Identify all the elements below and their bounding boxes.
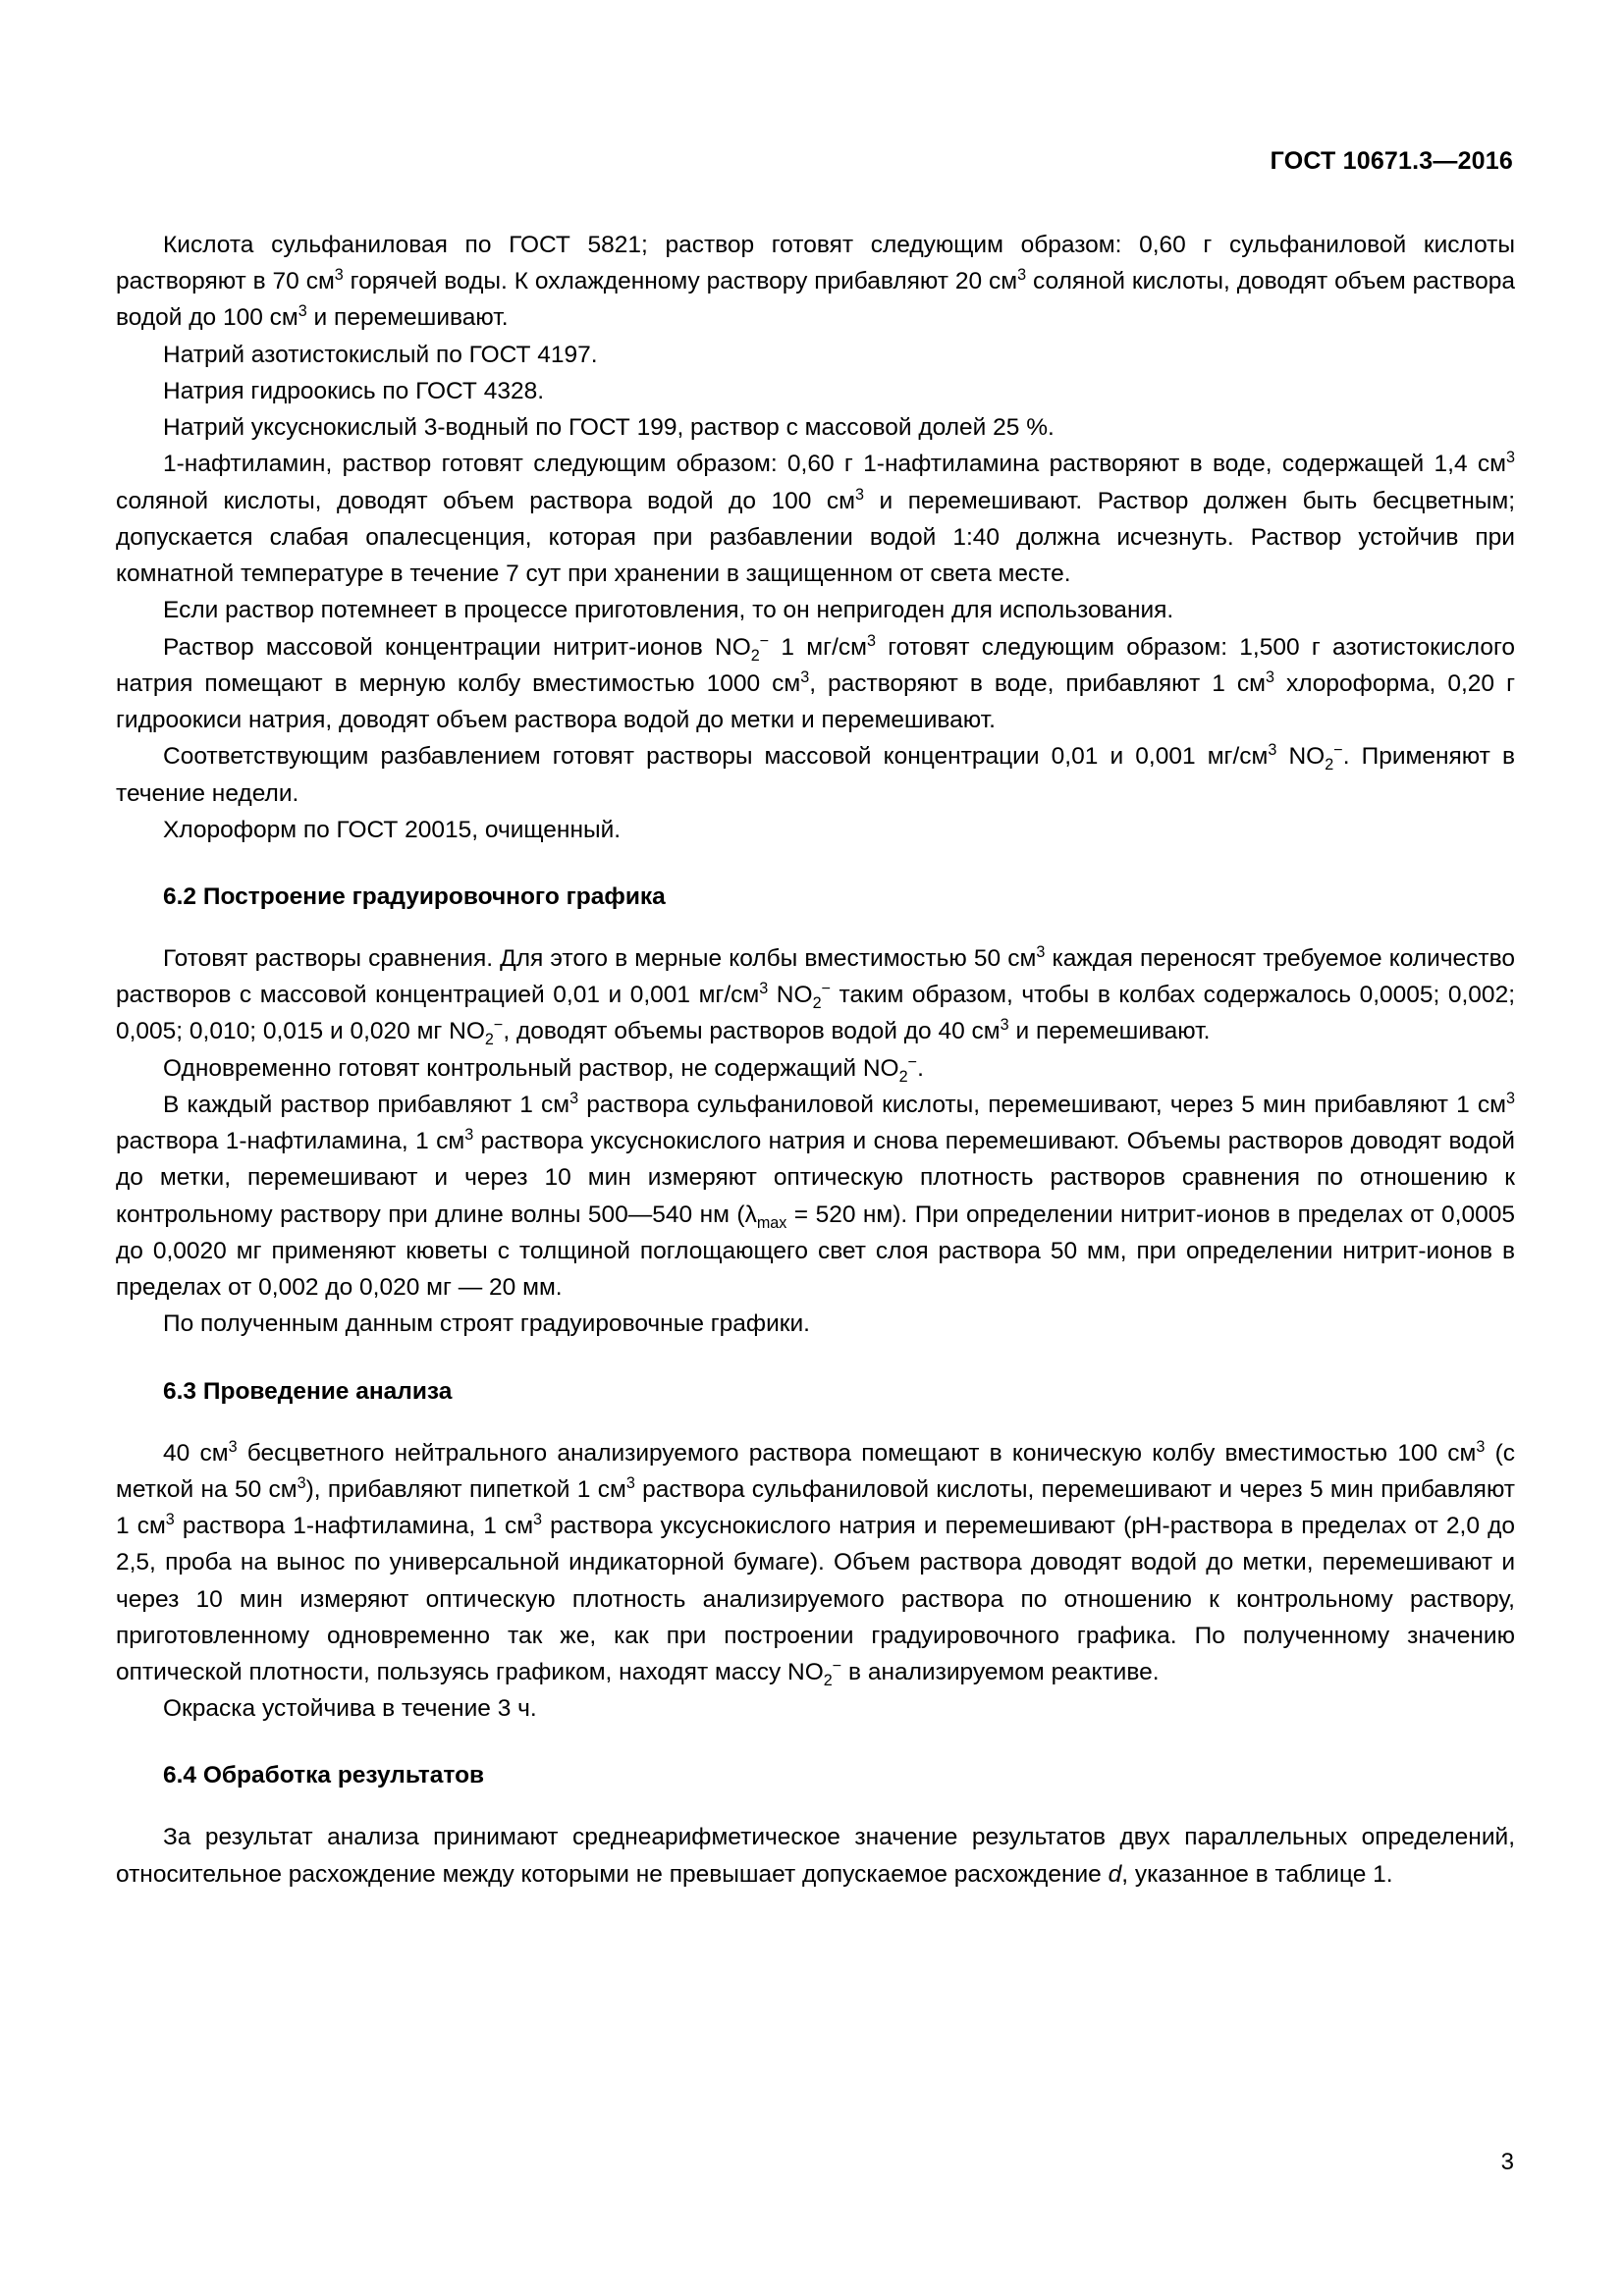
- text-run: готовят следующим образом: 1,500 г азотистокислого натрия помещают в мерную колбу вместимостью 1000 см: [116, 633, 1516, 697]
- paragraph-darkening-note: Если раствор потемнеет в процессе приготовления, то он непригоден для использования.: [163, 597, 1174, 624]
- no2-formula: [823, 1656, 842, 1689]
- subscript-two: 2: [898, 1067, 908, 1086]
- paragraph-63-2: Окраска устойчива в течение 3 ч.: [163, 1695, 537, 1723]
- text-run: , доводят объемы растворов водой до 40 см: [503, 1018, 1001, 1045]
- no2-formula: [484, 1016, 504, 1049]
- text-run: NO: [768, 982, 813, 1009]
- no2-formula: [898, 1052, 918, 1086]
- superscript-minus: −: [759, 631, 770, 650]
- paragraph-64-1: [116, 1819, 1515, 1892]
- page-number: 3: [1500, 2149, 1514, 2175]
- text-run: Кислота сульфаниловая по ГОСТ 5821; раствор готовят следующим образом: 0,60 г сульфаниловой кислоты растворяют в 70 см: [116, 232, 1515, 295]
- superscript-minus: −: [493, 1016, 504, 1035]
- paragraph-62-1: [116, 940, 1515, 1050]
- superscript-cube: 3: [855, 485, 864, 504]
- italic-variable-d: d: [1108, 1860, 1122, 1888]
- subscript-two: 2: [812, 994, 822, 1013]
- superscript-cube: 3: [533, 1510, 543, 1528]
- text-run: раствора сульфаниловой кислоты, перемешивают, через 5 мин прибавляют 1 см: [578, 1091, 1507, 1118]
- superscript-cube: 3: [866, 631, 876, 650]
- text-run: NO: [1276, 743, 1326, 771]
- text-run: , указанное в таблице 1.: [1121, 1860, 1393, 1888]
- superscript-minus: −: [1333, 741, 1343, 760]
- superscript-cube: 3: [228, 1437, 238, 1456]
- superscript-cube: 3: [297, 1473, 306, 1492]
- text-run: хлороформа, 0,20 г гидроокиси натрия, доводят объем раствора водой до метки и перемешивают.: [116, 669, 1516, 734]
- heading-6-3: 6.3 Проведение анализа: [163, 1377, 453, 1405]
- text-run: горячей воды. К охлажденному раствору прибавляют 20 см: [343, 268, 1018, 295]
- superscript-cube: 3: [1000, 1016, 1009, 1035]
- superscript-cube: 3: [625, 1473, 635, 1492]
- text-run: , растворяют в воде, прибавляют 1 см: [809, 669, 1266, 697]
- paragraph-nitrite-stock-solution: [116, 629, 1515, 739]
- text-run: и перемешивают.: [306, 304, 509, 332]
- text-run: раствора 1-нафтиламина, 1 см: [174, 1513, 534, 1540]
- paragraph-63-1: [116, 1435, 1515, 1691]
- text-run: бесцветного нейтрального анализируемого раствора помещают в коническую колбу вместимостью 100 см: [237, 1439, 1477, 1467]
- superscript-cube: 3: [1265, 667, 1274, 686]
- superscript-cube: 3: [165, 1510, 175, 1528]
- text-run: .: [917, 1054, 924, 1082]
- subscript-max: max: [756, 1213, 787, 1232]
- paragraph-sodium-acetate: Натрий уксуснокислый 3-водный по ГОСТ 199, раствор с массовой долей 25 %.: [163, 414, 1055, 442]
- superscript-cube: 3: [1506, 449, 1515, 467]
- text-run: (с меткой на 50 см: [116, 1439, 1515, 1503]
- no2-formula: [812, 980, 831, 1013]
- superscript-cube: 3: [759, 980, 769, 998]
- text-run: Готовят растворы сравнения. Для этого в мерные колбы вместимостью 50 см: [163, 944, 1037, 972]
- document-header: ГОСТ 10671.3—2016: [1270, 147, 1513, 175]
- paragraph-dilution: [116, 738, 1515, 811]
- superscript-cube: 3: [298, 302, 307, 321]
- superscript-cube: 3: [1506, 1089, 1516, 1107]
- superscript-cube: 3: [1017, 266, 1027, 285]
- text-run: = 520 нм). При определении нитрит-ионов в пределах от 0,0005 до 0,0020 мг применяют кюветы с толщиной поглощающего свет слоя раствора 50 мм, при определении нитрит-ионов в пределах от 0,002 до 0,020 мг — 20 мм.: [116, 1201, 1515, 1302]
- subscript-two: 2: [1325, 756, 1334, 774]
- paragraph-62-4: По полученным данным строят градуировочные графики.: [163, 1310, 810, 1338]
- text-run: соляной кислоты, доводят объем раствора водой до 100 см: [116, 268, 1515, 332]
- page-content: [116, 147, 1515, 1893]
- text-run: раствора 1-нафтиламина, 1 см: [116, 1128, 465, 1155]
- text-run: соляной кислоты, доводят объем раствора водой до 100 см: [116, 487, 855, 514]
- text-run: Одновременно готовят контрольный раствор, не содержащий NO: [163, 1054, 899, 1082]
- text-run: Раствор массовой концентрации нитрит-ионов NO: [163, 633, 751, 661]
- paragraph-chloroform: Хлороформ по ГОСТ 20015, очищенный.: [163, 816, 622, 843]
- superscript-cube: 3: [334, 266, 344, 285]
- superscript-cube: 3: [800, 667, 810, 686]
- paragraph-sodium-nitrite: Натрий азотистокислый по ГОСТ 4197.: [163, 341, 598, 368]
- text-run: . Применяют в течение недели.: [116, 743, 1515, 807]
- text-run: ), прибавляют пипеткой 1 см: [305, 1475, 626, 1503]
- superscript-minus: −: [832, 1656, 842, 1675]
- superscript-minus: −: [907, 1052, 918, 1071]
- superscript-cube: 3: [569, 1089, 579, 1107]
- text-run: 40 см: [163, 1439, 229, 1467]
- no2-formula: [1325, 741, 1343, 774]
- subscript-two: 2: [750, 646, 760, 665]
- text-run: 1-нафтиламин, раствор готовят следующим образом: 0,60 г 1-нафтиламина растворяют в воде, содержащей 1,4 см: [163, 451, 1506, 478]
- paragraph-62-2: [116, 1050, 1515, 1087]
- paragraph-62-3: [116, 1087, 1515, 1306]
- subscript-two: 2: [484, 1031, 494, 1049]
- text-run: 1 мг/см: [769, 633, 867, 661]
- text-run: и перемешивают. Раствор должен быть бесцветным; допускается слабая опалесценция, которая при разбавлении водой 1:40 должна исчезнуть. Раствор устойчив при комнатной температуре в течение 7 сут при хранении в защищенном от света месте.: [116, 487, 1515, 588]
- superscript-cube: 3: [1268, 741, 1277, 760]
- superscript-cube: 3: [464, 1126, 474, 1144]
- superscript-cube: 3: [1476, 1437, 1486, 1456]
- text-run: каждая переносят требуемое количество растворов с массовой концентрацией 0,01 и 0,001 мг/см: [116, 944, 1515, 1009]
- paragraph-naphthylamine: [116, 446, 1515, 592]
- heading-6-2: 6.2 Построение градуировочного графика: [163, 882, 666, 910]
- paragraph-sodium-hydroxide: Натрия гидроокись по ГОСТ 4328.: [163, 377, 545, 404]
- text-run: За результат анализа принимают среднеарифметическое значение результатов двух параллельных определений, относительное расхождение между которыми не превышает допускаемое расхождение: [116, 1824, 1515, 1888]
- heading-6-4: 6.4 Обработка результатов: [163, 1762, 485, 1789]
- text-run: раствора сульфаниловой кислоты, перемешивают и через 5 мин прибавляют 1 см: [116, 1475, 1516, 1540]
- no2-formula: [750, 631, 770, 665]
- text-run: и перемешивают.: [1008, 1018, 1211, 1045]
- text-run: раствора уксуснокислого натрия и перемешивают (pH-раствора в пределах от 2,0 до 2,5, проба на вынос по универсальной индикаторной бумаге). Объем раствора доводят водой до метки, перемешивают и через 10 мин измеряют оптическую плотность анализируемого раствора по отношению к контрольному раствору, приготовленному одновременно так же, как при построении градуировочного графика. По полученному значению оптической плотности, пользуясь графиком, находят массу NO: [116, 1513, 1515, 1685]
- text-run: таким образом, чтобы в колбах содержалось 0,0005; 0,002; 0,005; 0,010; 0,015 и 0,020 мг NO: [116, 982, 1515, 1045]
- text-run: В каждый раствор прибавляют 1 см: [163, 1091, 570, 1118]
- text-run: в анализируемом реактиве.: [841, 1658, 1160, 1685]
- text-run: раствора уксуснокислого натрия и снова перемешивают. Объемы растворов доводят водой до метки, перемешивают и через 10 мин измеряют оптическую плотность растворов сравнения по отношению к контрольному раствору при длине волны 500—540 нм (λ: [116, 1128, 1515, 1228]
- paragraph-sulfanilic-acid: [116, 227, 1515, 337]
- text-run: Соответствующим разбавлением готовят растворы массовой концентрации 0,01 и 0,001 мг/см: [163, 743, 1269, 771]
- subscript-two: 2: [823, 1671, 833, 1689]
- superscript-cube: 3: [1036, 942, 1046, 961]
- superscript-minus: −: [821, 980, 831, 998]
